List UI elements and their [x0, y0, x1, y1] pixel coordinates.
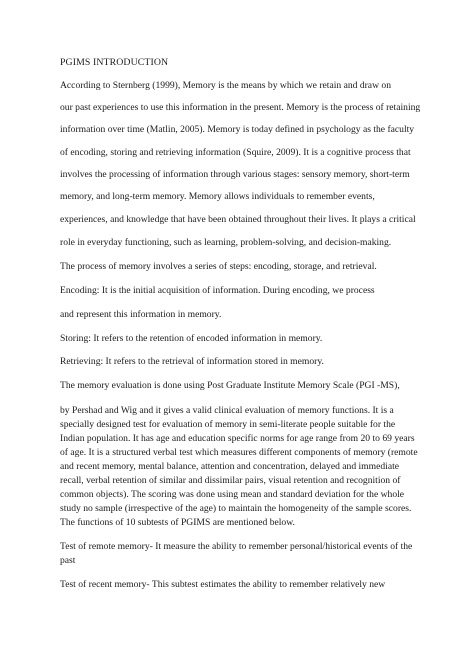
text-line: information over time (Matlin, 2005). Memory is today defined in psychology as the faculty — [60, 124, 415, 135]
text-line: Encoding: It is the initial acquisition of information. During encoding, we process — [60, 285, 375, 296]
text-line: and recent memory, mental balance, attention and concentration, delayed and immediate — [60, 461, 400, 472]
text-line: Retrieving: It refers to the retrieval of information stored in memory. — [60, 356, 324, 367]
text-line: According to Sternberg (1999), Memory is the means by which we retain and draw on — [60, 80, 391, 91]
text-line: specially designed test for evaluation of memory in semi-literate people suitable for the — [60, 419, 396, 430]
text-line: study no sample (irrespective of the age) to maintain the homogeneity of the sample scores. — [60, 503, 412, 514]
text-line: Indian population. It has age and education specific norms for age range from 20 to 69 years — [60, 433, 415, 444]
text-line: memory, and long-term memory. Memory allows individuals to remember events, — [60, 191, 375, 202]
text-line: role in everyday functioning, such as learning, problem-solving, and decision-making. — [60, 237, 392, 248]
text-line: of encoding, storing and retrieving information (Squire, 2009). It is a cognitive process that — [60, 147, 411, 158]
text-line: Test of remote memory- It measure the ability to remember personal/historical events of the — [60, 541, 413, 552]
text-line: of age. It is a structured verbal test which measures different components of memory (remote — [60, 447, 418, 458]
text-line: experiences, and knowledge that have been obtained throughout their lives. It plays a critical — [60, 214, 416, 225]
text-line: by Pershad and Wig and it gives a valid clinical evaluation of memory functions. It is a — [60, 405, 394, 416]
text-line: Test of recent memory- This subtest estimates the ability to remember relatively new — [60, 579, 386, 590]
text-line: common objects). The scoring was done using mean and standard deviation for the whole — [60, 489, 405, 500]
text-line: involves the processing of information through various stages: sensory memory, short-term — [60, 169, 410, 180]
text-line: The functions of 10 subtests of PGIMS are mentioned below. — [60, 517, 295, 528]
text-line: The memory evaluation is done using Post Graduate Institute Memory Scale (PGI -MS), — [60, 380, 400, 391]
text-line: and represent this information in memory. — [60, 309, 222, 320]
text-line: Storing: It refers to the retention of encoded information in memory. — [60, 333, 323, 344]
text-line: past — [60, 555, 76, 566]
document-title: PGIMS INTRODUCTION — [60, 57, 169, 68]
text-line: The process of memory involves a series of steps: encoding, storage, and retrieval. — [60, 261, 377, 272]
text-line: our past experiences to use this information in the present. Memory is the process of retaining — [60, 102, 421, 113]
text-line: recall, verbal retention of similar and dissimilar pairs, visual retention and recognition of — [60, 475, 401, 486]
